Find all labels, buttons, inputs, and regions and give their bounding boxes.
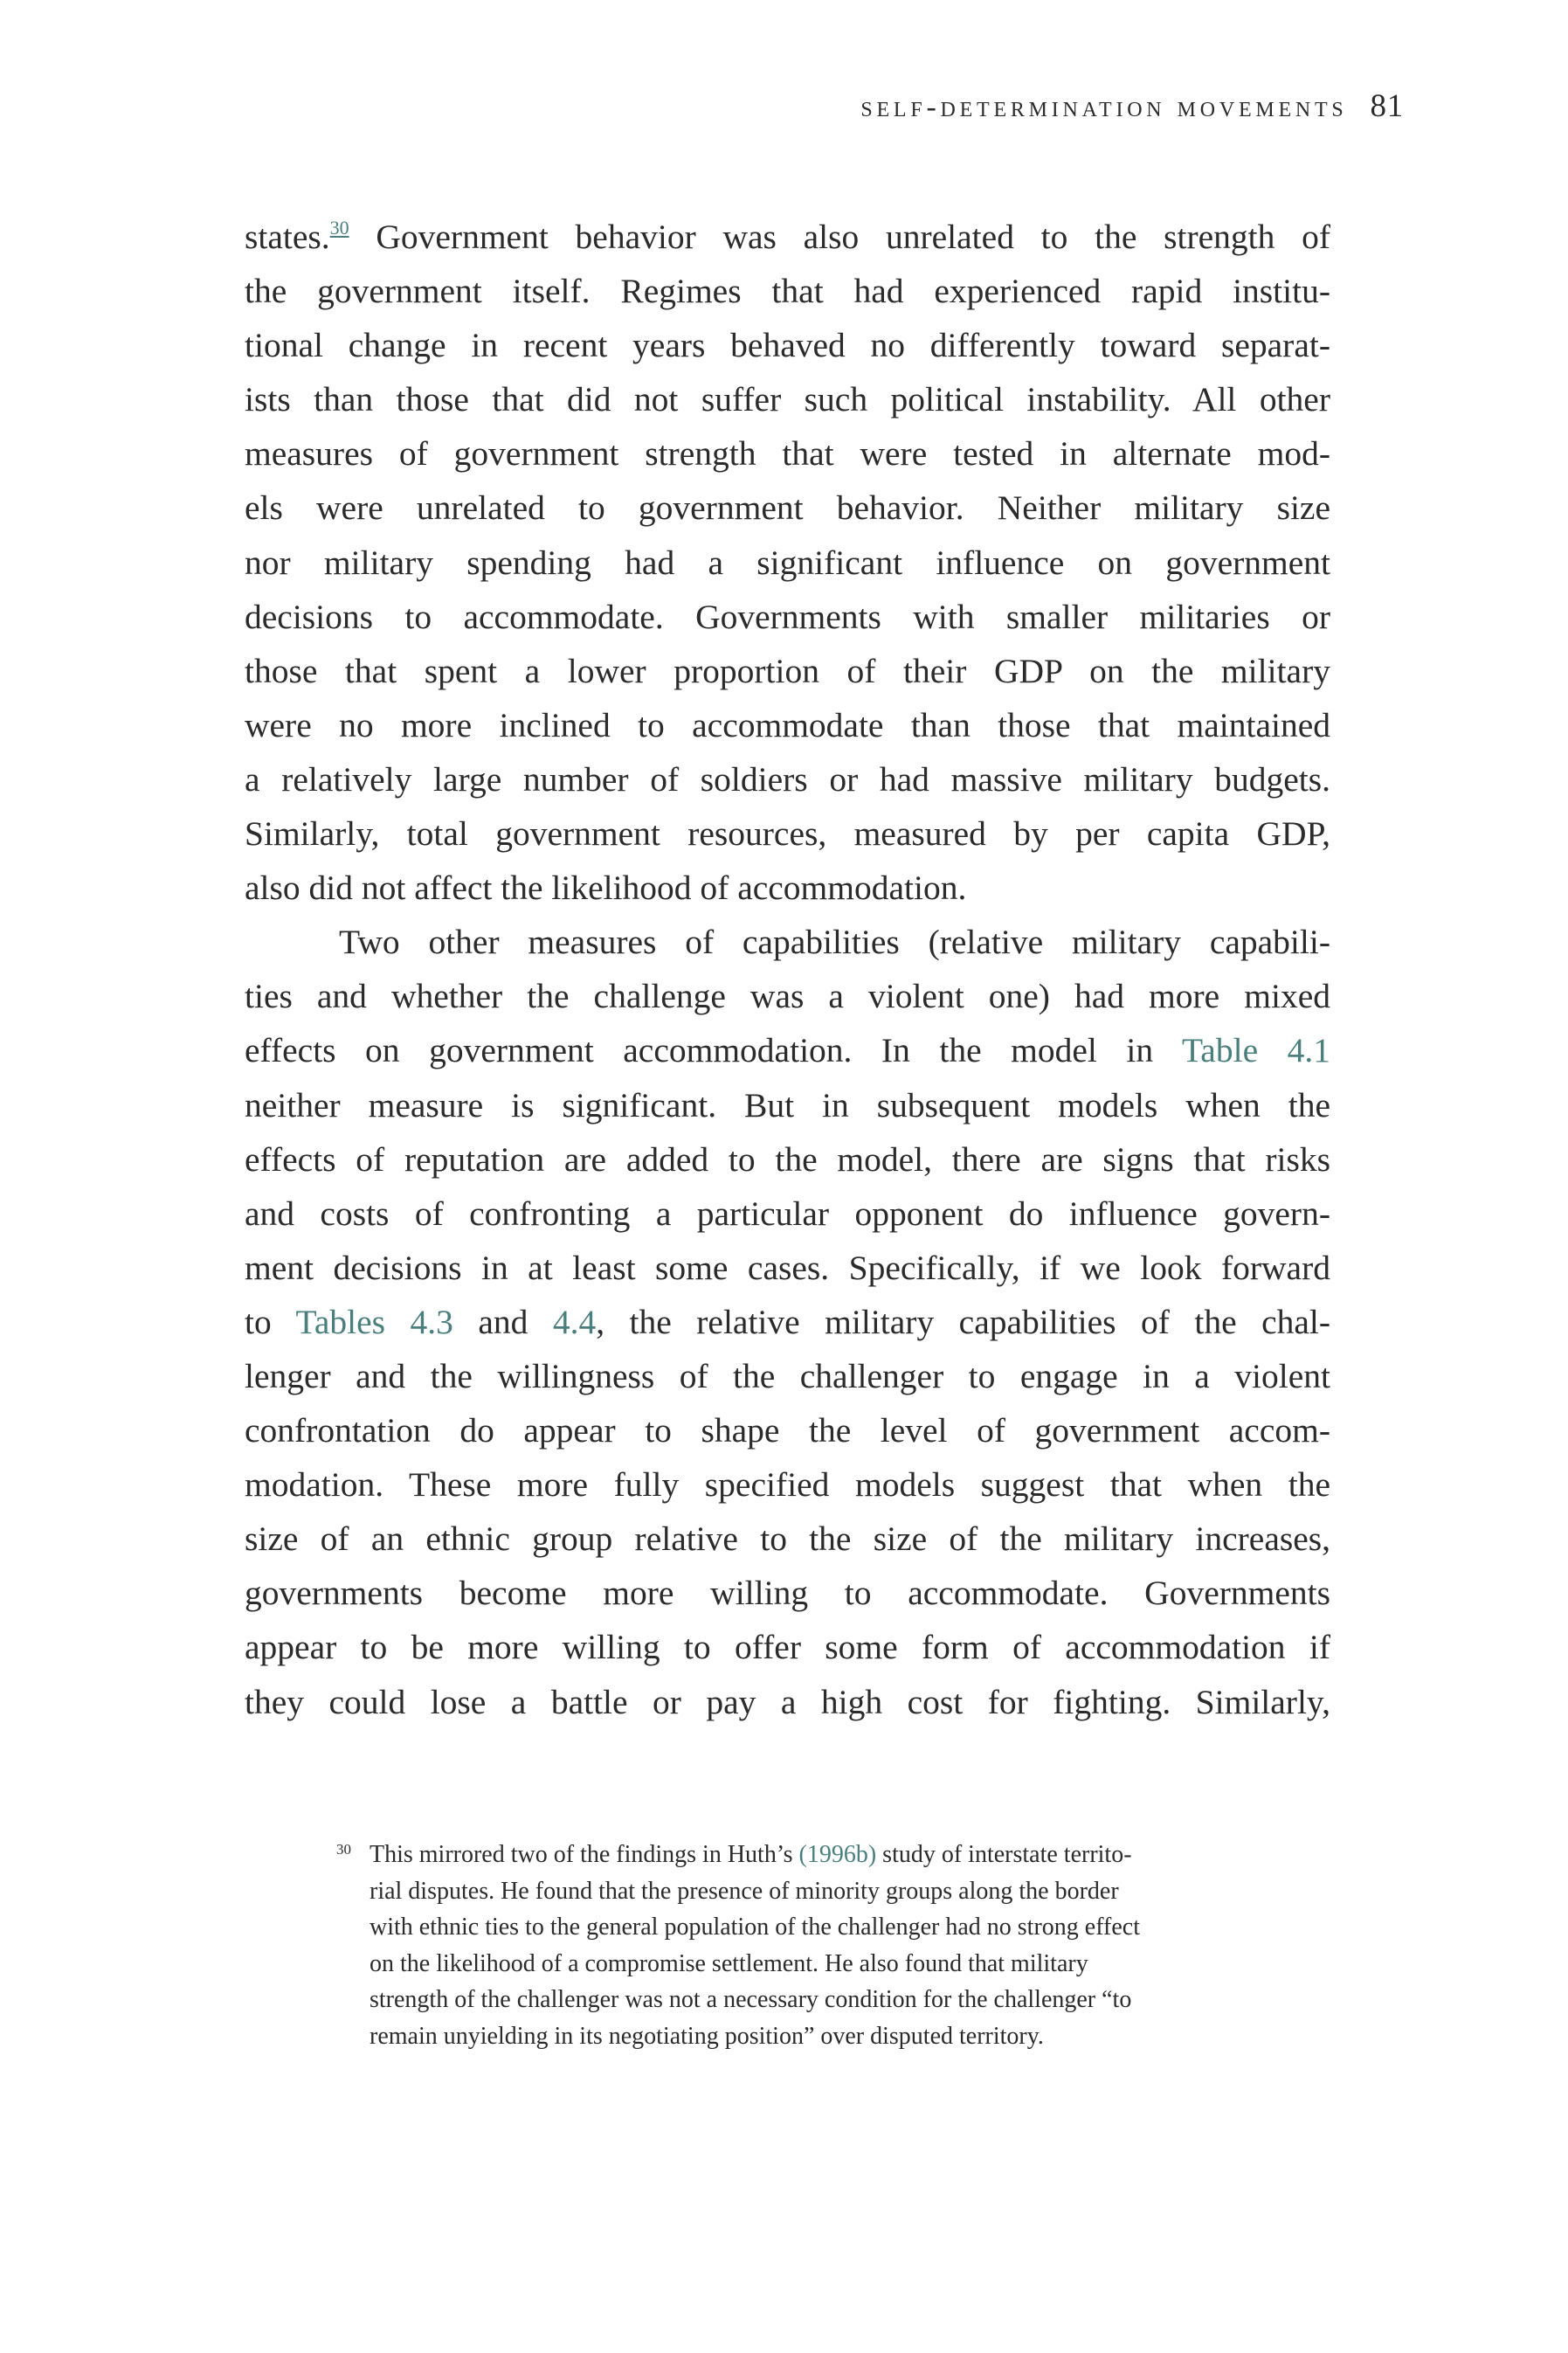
paragraph-1-text: Government behavior was also unrelated to the strength of bbox=[376, 218, 1331, 256]
paragraph-2-line: they could lose a battle or pay a high cost for fighting. Similarly, bbox=[245, 1682, 1330, 1721]
paragraph-1-line bbox=[245, 210, 1330, 264]
paragraph-2-line: neither measure is significant. But in subsequent models when the bbox=[245, 1085, 1330, 1125]
body-text bbox=[245, 210, 1330, 1729]
paragraph-2-text: to bbox=[245, 1302, 272, 1341]
footnote-line: rial disputes. He found that the presence of minority groups along the border bbox=[370, 1877, 1119, 1905]
paragraph-2-line: and costs of confronting a particular opponent do influence govern- bbox=[245, 1194, 1330, 1233]
running-head-title: self-determination movements bbox=[860, 91, 1348, 123]
footnote-reference-30[interactable]: 30 bbox=[329, 217, 349, 239]
paragraph-1-line: were no more inclined to accommodate than those that maintained bbox=[245, 705, 1330, 744]
paragraph-2-line: effects of reputation are added to the model, there are signs that risks bbox=[245, 1139, 1330, 1179]
footnote-line: remain unyielding in its negotiating position” over disputed territory. bbox=[370, 2022, 1044, 2050]
paragraph-1-line: tional change in recent years behaved no differently toward separat- bbox=[245, 326, 1330, 365]
footnote-line bbox=[370, 1837, 1330, 1873]
paragraph-1-line: those that spent a lower proportion of their GDP on the military bbox=[245, 651, 1330, 690]
paragraph-1-line: ists than those that did not suffer such political instability. All other bbox=[245, 380, 1330, 419]
paragraph-2-line: governments become more willing to accommodate. Governments bbox=[245, 1574, 1330, 1613]
paragraph-2-line: confrontation do appear to shape the level of government accom- bbox=[245, 1411, 1330, 1450]
table-4-1-link[interactable]: Table 4.1 bbox=[1181, 1031, 1330, 1070]
paragraph-2-line bbox=[245, 1023, 1330, 1077]
paragraph-1-line: decisions to accommodate. Governments with smaller militaries or bbox=[245, 597, 1330, 636]
paragraph-2-text: and bbox=[478, 1302, 528, 1341]
paragraph-1-line: the government itself. Regimes that had experienced rapid institu- bbox=[245, 272, 1330, 311]
footnote-text bbox=[370, 1837, 1330, 2055]
paragraph-2-line: ties and whether the challenge was a violent one) had more mixed bbox=[245, 977, 1330, 1016]
paragraph-1-line: Similarly, total government resources, measured by per capita GDP, bbox=[245, 814, 1330, 854]
paragraph-2-line: size of an ethnic group relative to the size of the military increases, bbox=[245, 1519, 1330, 1559]
paragraph-2-text: effects on government accommodation. In the model in bbox=[245, 1031, 1154, 1070]
paragraph-1-line: els were unrelated to government behavior. Neither military size bbox=[245, 488, 1330, 528]
paragraph-2-line: modation. These more fully specified models suggest that when the bbox=[245, 1465, 1330, 1505]
table-4-3-link[interactable]: Tables 4.3 bbox=[295, 1302, 453, 1341]
paragraph-2-line: lenger and the willingness of the challenger to engage in a violent bbox=[245, 1356, 1330, 1395]
citation-link-1996b[interactable]: (1996b) bbox=[798, 1841, 877, 1868]
paragraph-2-text: , the relative military capabilities of the chal- bbox=[596, 1302, 1331, 1341]
paragraph-2-line: appear to be more willing to offer some form of accommodation if bbox=[245, 1628, 1330, 1667]
paragraph-2-line: ment decisions in at least some cases. Specifically, if we look forward bbox=[245, 1248, 1330, 1287]
paragraph-1-line: measures of government strength that were tested in alternate mod- bbox=[245, 434, 1330, 474]
paragraph-2-line bbox=[245, 1295, 1330, 1349]
footnote-30 bbox=[336, 1837, 1330, 2055]
footnote-line: with ethnic ties to the general population of the challenger had no strong effect bbox=[370, 1914, 1140, 1941]
paragraph-2-line: Two other measures of capabilities (relative military capabili- bbox=[339, 923, 1330, 962]
paragraph-2 bbox=[245, 915, 1330, 1728]
footnote-number: 30 bbox=[336, 1841, 351, 1858]
paragraph-1-line: a relatively large number of soldiers or had massive military budgets. bbox=[245, 759, 1330, 799]
table-4-4-link[interactable]: 4.4 bbox=[552, 1302, 597, 1341]
running-head bbox=[860, 87, 1404, 125]
paragraph-1-lead: states. bbox=[245, 218, 330, 256]
page-number: 81 bbox=[1370, 88, 1404, 124]
paragraph-1-line: also did not affect the likelihood of accommodation. bbox=[245, 869, 967, 908]
paragraph-1 bbox=[245, 210, 1330, 915]
footnote-line: strength of the challenger was not a necessary condition for the challenger “to bbox=[370, 1986, 1132, 2014]
footnote-text-segment: This mirrored two of the findings in Huth’s bbox=[370, 1841, 793, 1868]
footnote-line: on the likelihood of a compromise settlement. He also found that military bbox=[370, 1949, 1088, 1977]
paragraph-1-line: nor military spending had a significant influence on government bbox=[245, 543, 1330, 582]
footnote-text-segment: study of interstate territo- bbox=[882, 1841, 1132, 1868]
